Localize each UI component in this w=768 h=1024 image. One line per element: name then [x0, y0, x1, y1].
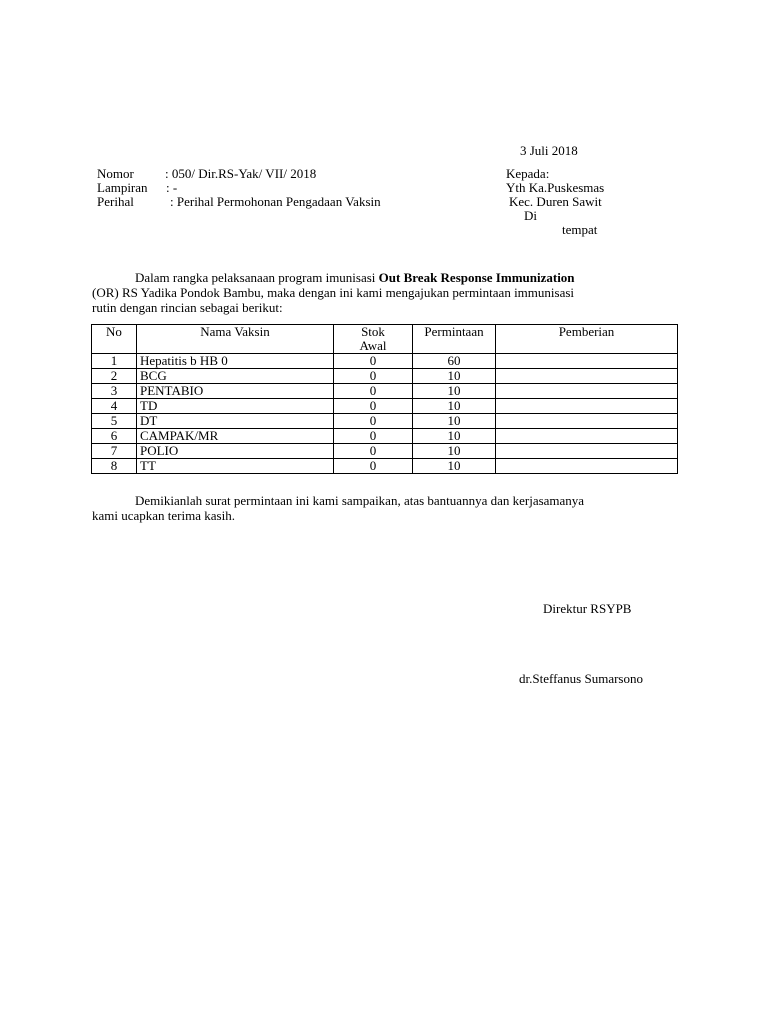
cell-pemberian: [496, 399, 678, 414]
cell-stok: 0: [334, 399, 413, 414]
lampiran-value: : -: [166, 180, 178, 195]
cell-stok: 0: [334, 444, 413, 459]
nomor-label: Nomor: [97, 166, 134, 181]
perihal-value: : Perihal Permohonan Pengadaan Vaksin: [170, 194, 381, 209]
header-stok-awal: [334, 325, 413, 354]
cell-no: 2: [92, 369, 137, 384]
cell-nama: TD: [137, 399, 334, 414]
cell-stok: 0: [334, 369, 413, 384]
table-row: [92, 459, 678, 474]
header-pemberian: Pemberian: [496, 325, 678, 354]
nomor-value: : 050/ Dir.RS-Yak/ VII/ 2018: [165, 166, 317, 181]
table-header-row: [92, 325, 678, 354]
vaccine-table: [91, 324, 678, 474]
intro-line-3: rutin dengan rincian sebagai berikut:: [92, 300, 283, 315]
signature-name: dr.Steffanus Sumarsono: [519, 671, 643, 686]
intro-line-2: (OR) RS Yadika Pondok Bambu, maka dengan ini kami mengajukan permintaan immunisasi: [92, 285, 575, 300]
letter-date: 3 Juli 2018: [520, 143, 578, 158]
cell-permintaan: 10: [413, 414, 496, 429]
header-nama-vaksin: Nama Vaksin: [137, 325, 334, 354]
cell-pemberian: [496, 444, 678, 459]
cell-pemberian: [496, 414, 678, 429]
intro-paragraph: [92, 270, 682, 315]
recipient-name: Yth Ka.Puskesmas: [506, 180, 605, 195]
cell-nama: TT: [137, 459, 334, 474]
closing-paragraph: [92, 493, 682, 523]
cell-pemberian: [496, 429, 678, 444]
cell-pemberian: [496, 354, 678, 369]
cell-permintaan: 10: [413, 384, 496, 399]
cell-permintaan: 10: [413, 459, 496, 474]
cell-permintaan: 10: [413, 444, 496, 459]
cell-permintaan: 60: [413, 354, 496, 369]
recipient-di: Di: [524, 208, 537, 223]
recipient-tempat: tempat: [562, 222, 598, 237]
cell-stok: 0: [334, 384, 413, 399]
cell-no: 6: [92, 429, 137, 444]
cell-nama: PENTABIO: [137, 384, 334, 399]
perihal-label: Perihal: [97, 194, 134, 209]
header-permintaan: Permintaan: [413, 325, 496, 354]
table-row: [92, 444, 678, 459]
cell-no: 4: [92, 399, 137, 414]
cell-nama: CAMPAK/MR: [137, 429, 334, 444]
cell-no: 5: [92, 414, 137, 429]
intro-line-1: [92, 270, 682, 285]
cell-stok: 0: [334, 414, 413, 429]
closing-line-2: kami ucapkan terima kasih.: [92, 508, 235, 523]
cell-permintaan: 10: [413, 429, 496, 444]
cell-nama: BCG: [137, 369, 334, 384]
header-stok-line1: Stok: [361, 324, 385, 339]
intro-bold-program: Out Break Response Immunization: [378, 270, 575, 285]
cell-nama: DT: [137, 414, 334, 429]
lampiran-label: Lampiran: [97, 180, 148, 195]
cell-pemberian: [496, 369, 678, 384]
cell-no: 8: [92, 459, 137, 474]
cell-no: 1: [92, 354, 137, 369]
cell-stok: 0: [334, 459, 413, 474]
header-stok-line2: Awal: [359, 338, 387, 353]
cell-nama: Hepatitis b HB 0: [137, 354, 334, 369]
table-row: [92, 429, 678, 444]
table-row: [92, 354, 678, 369]
closing-line-1: Demikianlah surat permintaan ini kami sampaikan, atas bantuannya dan kerjasamanya: [135, 493, 585, 508]
table-row: [92, 369, 678, 384]
recipient-district: Kec. Duren Sawit: [509, 194, 602, 209]
intro-text: Dalam rangka pelaksanaan program imunisasi: [135, 270, 379, 285]
table-row: [92, 399, 678, 414]
cell-permintaan: 10: [413, 369, 496, 384]
cell-pemberian: [496, 459, 678, 474]
table-row: [92, 414, 678, 429]
signature-title: Direktur RSYPB: [543, 601, 632, 616]
cell-no: 3: [92, 384, 137, 399]
cell-permintaan: 10: [413, 399, 496, 414]
cell-stok: 0: [334, 354, 413, 369]
cell-stok: 0: [334, 429, 413, 444]
cell-pemberian: [496, 384, 678, 399]
table-row: [92, 384, 678, 399]
cell-nama: POLIO: [137, 444, 334, 459]
recipient-kepada: Kepada:: [506, 166, 550, 181]
header-no: No: [92, 325, 137, 354]
cell-no: 7: [92, 444, 137, 459]
